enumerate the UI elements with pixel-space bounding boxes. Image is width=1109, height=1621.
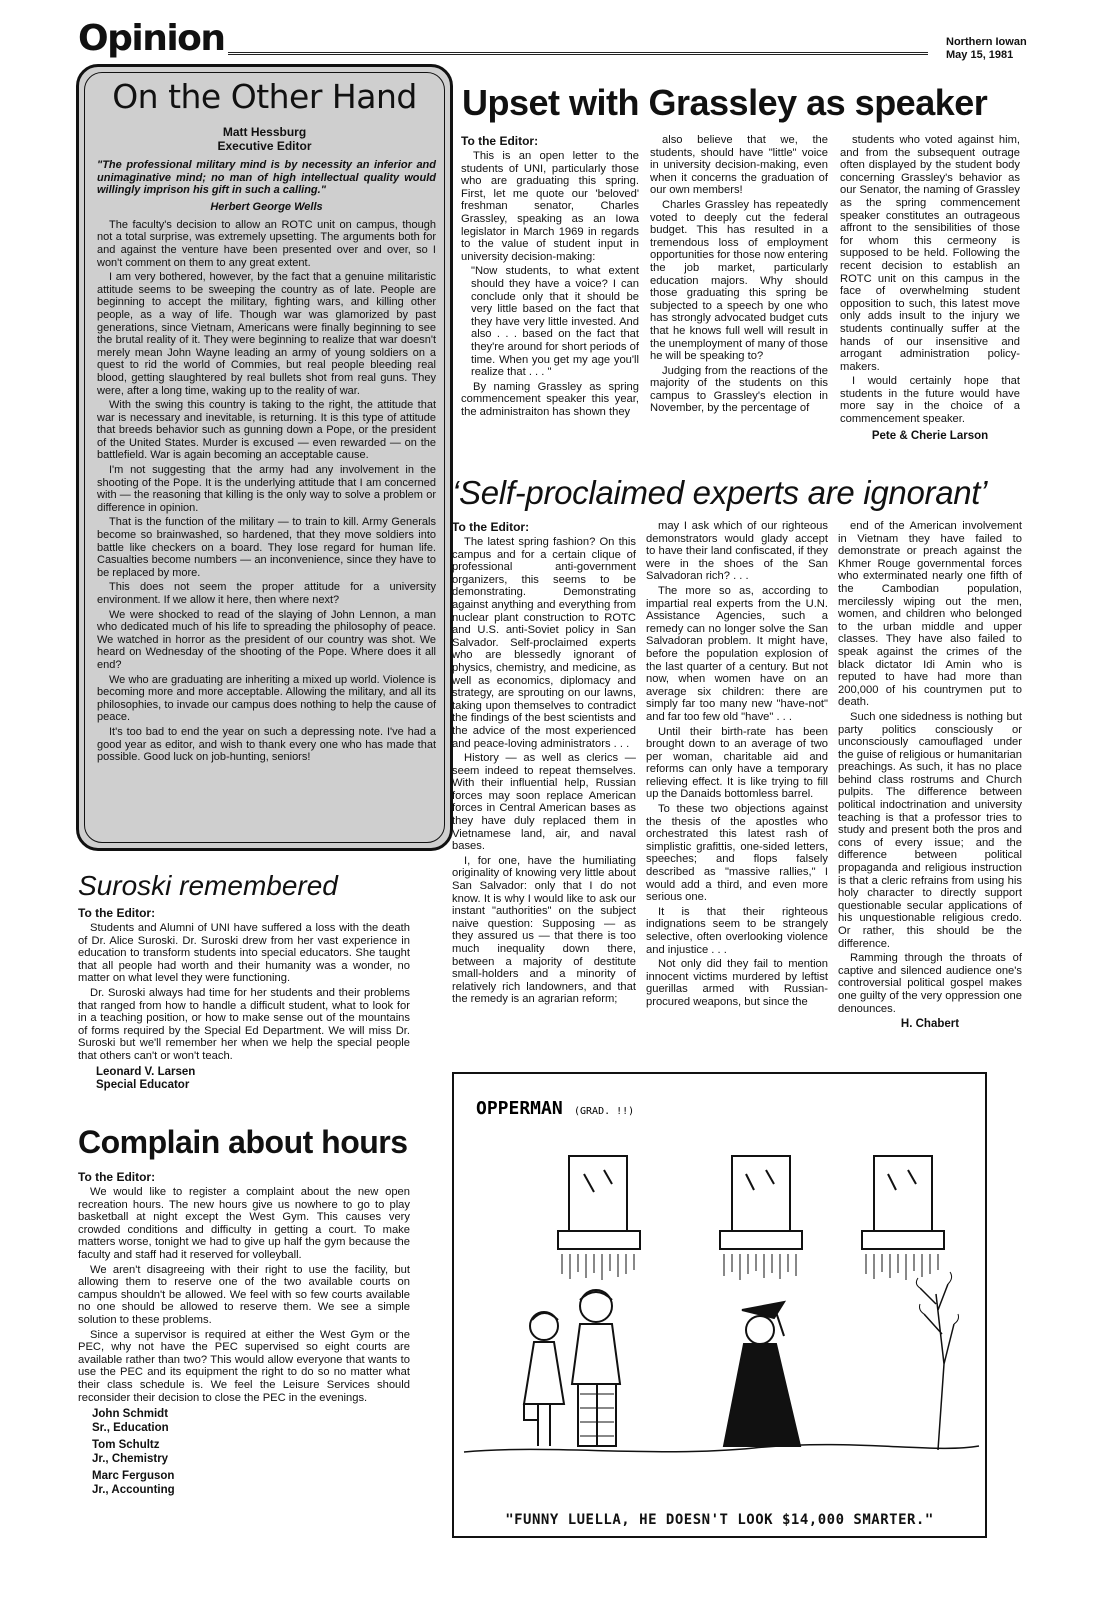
experts-column-2: [646, 520, 828, 1011]
hours-signer-title: Jr., Chemistry: [92, 1452, 169, 1465]
window-icon: [862, 1156, 944, 1280]
column-byline: [79, 125, 450, 153]
hours-paragraph: We would like to register a complaint about the new open recreation hours. The new hours give us nowhere to go to play basketball at night except the West Gym. This causes very crowded conditions and difficulty in getting a court. To make matters worse, tonight we had to give up half the gym because the faculty and staff had it reserved for volleyball.: [78, 1186, 410, 1261]
suroski-signature-title: Special Educator: [96, 1079, 190, 1092]
hours-signer-name: Marc Ferguson: [92, 1470, 175, 1483]
hours-signer-name: John Schmidt: [92, 1408, 169, 1421]
grassley-paragraph: I would certainly hope that students in the future would have more say in the choice of a commencement speaker.: [840, 375, 1020, 426]
hours-letter: [78, 1170, 410, 1497]
column-title: On the Other Hand: [112, 77, 417, 116]
editor-column: [76, 64, 453, 851]
suroski-paragraph: Students and Alumni of UNI have suffered a loss with the death of Dr. Alice Suroski. Dr. Suroski drew from her vast experience in education to transform students into special educators. She taught that all people had worth and their humanity was a wonder, no matter on what level they were functioning.: [78, 922, 410, 985]
grassley-column-1: [461, 134, 639, 420]
experts-paragraph: History — as well as clerics — seem indeed to repeat themselves. With their influential help, Russian forces may soon replace American forces in Central American bases as they have duly replaced them in Vietnamese land, air, and naval bases.: [452, 752, 636, 853]
experts-column-3: [838, 520, 1022, 1032]
hours-paragraph: Since a supervisor is required at either the West Gym or the PEC, why not have the PEC supervised so eight courts are available rather than two? This would allow everyone that wants to use the PEC and its equipment the right to do so no matter what their class schedule is. We feel the Leisure Services should reconsider their decision to close the PEC in the evenings.: [78, 1328, 410, 1404]
column-role: Executive Editor: [217, 139, 312, 153]
section-title: Opinion: [78, 18, 225, 59]
paper-name: Northern Iowan: [946, 36, 1027, 48]
hours-headline: Complain about hours: [78, 1124, 408, 1160]
suroski-signature: [78, 1066, 410, 1093]
grassley-column-2: [650, 134, 828, 417]
couple-figures: [524, 1290, 620, 1446]
column-paragraph: We who are graduating are inheriting a mixed up world. Violence is becoming more and more acceptable. Allowing the military, and all its philosophies, to invade our campus does nothing to help the cause of peace.: [97, 673, 436, 724]
grassley-column-3: [840, 134, 1020, 443]
column-paragraph: This does not seem the proper attitude for a university environment. If we allow it here, then where next?: [97, 581, 436, 606]
hours-signer-name: Tom Schultz: [92, 1439, 160, 1452]
column-paragraph: I'm not suggesting that the army had any involvement in the shooting of the Pope. It is the underlying attitude that I am concerned with — the reasoning that killing is the only way to solve a problem or difference in opinion.: [97, 464, 436, 514]
column-epigraph: "The professional military mind is by necessity an inferior and unimaginative mind; no man of high intellectual quality would willingly imprison his gift in such a calling.": [97, 159, 436, 197]
experts-paragraph: To these two objections against the thesis of the apostles who orchestrated this latest rash of simplistic grafittis, one-sided letters, speeches; and flops falsely described as "massive rallies," I would add a third, and even more serious one.: [646, 803, 828, 904]
column-paragraph: The faculty's decision to allow an ROTC unit on campus, though not a total surprise, was extremely upsetting. The arguments both for and against the venture have been presented over and over, so I won't comment on them to any great extent.: [97, 218, 436, 269]
experts-headline: ‘Self-proclaimed experts are ignorant’: [452, 474, 988, 511]
masthead-rule: [228, 52, 928, 55]
grassley-signature: Pete & Cherie Larson: [871, 429, 989, 442]
hours-signer-title: Sr., Education: [92, 1421, 169, 1434]
cartoon-caption: "FUNNY LUELLA, HE DOESN'T LOOK $14,000 SMARTER.": [505, 1512, 934, 1528]
hours-signer: [92, 1439, 410, 1466]
experts-paragraph: It is that their righteous indignations seem to be strangely selective, often overlooking violence and injustice . . .: [646, 905, 828, 956]
column-paragraph: That is the function of the military — to train to kill. Army Generals become so brainwashed, so hardened, that they move soldiers into battle like checkers on a board. They lose regard for human life. Casualties become numbers — an inconvenience, since they have to be replaced by more.: [97, 516, 436, 579]
grassley-paragraph: By naming Grassley as spring commencement speaker this year, the administraiton has shown they: [461, 380, 639, 418]
experts-paragraph: may I ask which of our righteous demonstrators would glady accept to have their land confiscated, if they were in the shoes of the San Salvadoran rich? . . .: [646, 520, 828, 583]
column-author: Matt Hessburg: [222, 125, 307, 139]
column-paragraph: It's too bad to end the year on such a depressing note. I've had a good year as editor, and wish to thank every one who has made that possible. Good luck on job-hunting, seniors!: [97, 725, 436, 764]
cartoon-artist-note: (GRAD. !!): [574, 1106, 635, 1117]
experts-column-1: [452, 520, 636, 1008]
experts-paragraph: The more so as, according to impartial real experts from the U.N. Assistance Agencies, such a remedy can no longer solve the San Salvadoran problem. It might have, before the population explosion of the last quarter of a century. But not now, when women have on an average six children: there are simply far too many new "have-not" and far too few old "have" . . .: [646, 584, 828, 723]
paper-info: [946, 36, 1027, 62]
hours-signer: [92, 1408, 410, 1435]
grassley-quote: "Now students, to what extent should they have a voice? I can conclude only that it should be very little based on the fact that they have very little invested. And also . . . based on the fact that they're around for short periods of time. When you get my age you'll realize that . . . ": [471, 265, 639, 379]
hours-signers: [78, 1408, 410, 1497]
suroski-headline: Suroski remembered: [78, 870, 338, 901]
grassley-salutation: To the Editor:: [461, 134, 539, 148]
editorial-cartoon: [452, 1072, 987, 1538]
window-icon: [558, 1156, 640, 1280]
suroski-signature-name: Leonard V. Larsen: [96, 1065, 196, 1078]
paper-date: May 15, 1981: [946, 49, 1014, 61]
window-icon: [720, 1156, 802, 1280]
cartoon-artist: OPPERMAN: [476, 1098, 563, 1119]
experts-paragraph: end of the American involvement in Vietnam they have failed to demonstrate or preach against the Khmer Rouge governmental forces who exterminated nearly one fifth of the Cambodian population, mercilessly wiping out the men, women, and children who belonged to the urban middle and upper classes. They have also failed to speak against the crimes of the black dictator Idi Amin who is reputed to have had more than 200,000 of his countrymen put to death.: [838, 520, 1022, 709]
column-paragraph: I am very bothered, however, by the fact that a genuine militaristic attitude seems to be sweeping the country as of late. People are beginning to accept the military, fighting wars, and killing other people, as a way of life. Though war was glamorized by past generations, since Vietnam, Americans were finally beginning to see the brutal reality of it. They were beginning to realize that war doesn't merely mean John Wayne leading an army of young soldiers on a quest to rid the world of Commies, but real people bleeding real blood, getting slaughtered by real bullets shot from real guns. They were, after a long time, waking up to the reality of war.: [97, 271, 436, 397]
suroski-letter: [78, 906, 410, 1093]
column-paragraph: With the swing this country is taking to the right, the attitude that war is necessary and inevitable, is returning. It is this type of attitude that breeds behavior such as gunning down a Pope, or the president of the United States. Murder is excused — even rewarded — on the battlefield. War is again becoming an acceptable cause.: [97, 399, 436, 462]
experts-paragraph: Not only did they fail to mention innocent victims murdered by leftist guerillas armed with Russian-procured weapons, but since the: [646, 958, 828, 1008]
hours-signer-title: Jr., Accounting: [92, 1483, 175, 1496]
grassley-paragraph: This is an open letter to the students of UNI, particularly those who are graduating this spring. First, let me quote our 'beloved' freshman senator, Charles Grassley, speaking as an Iowa legislator in March 1969 in regards to the value of student input in university decision-making:: [461, 150, 639, 263]
hours-salutation: To the Editor:: [78, 1170, 156, 1184]
grassley-paragraph: Charles Grassley has repeatedly voted to deeply cut the federal budget. This has resulted in a tremendous loss of employment opportunities for those now entering the job market, particularly education majors. Why should those graduating this spring be subjected to a speech by one who has strongly advocated budget cuts that he knows full well will result in the unemployment of many of those he will be speaking to?: [650, 198, 828, 363]
experts-salutation: To the Editor:: [452, 520, 530, 534]
suroski-salutation: To the Editor:: [78, 906, 156, 920]
column-body: [97, 159, 436, 766]
grassley-headline: Upset with Grassley as speaker: [462, 82, 988, 123]
experts-paragraph: The latest spring fashion? On this campus and for a certain clique of professional anti-government organizers, this seems to be demonstrating. Demonstrating against anything and everything from nuclear plant construction to ROTC and U.S. anti-Soviet policy in San Salvador. Self-proclaimed experts who are blessedly ignorant of physics, chemistry, and medicine, as well as economics, diplomacy and strategy, are sprouting on our lawns, taking upon themselves to contradict the findings of the best scientists and the advice of the most experienced and peace-loving administrators . . .: [452, 536, 636, 750]
experts-paragraph: I, for one, have the humiliating originality of knowing very little about San Salvador: only that I do not know. It is why I would like to ask our instant "authorities" on the subject naive question: Supposing — as they assured us — that there is too much inequality down there, between a majority of destitute small-holders and a minority of relatively rich landowners, and that the remedy is an agrarian reform;: [452, 854, 636, 1006]
cartoon-drawing: [454, 1074, 985, 1504]
grassley-paragraph: Judging from the reactions of the majority of the students on this campus to Grassley's election in November, by the percentage of: [650, 364, 828, 415]
graduate-figure: [724, 1302, 800, 1446]
grassley-paragraph: students who voted against him, and from the subsequent outrage often displayed by the student body concerning Grassley's behavior as our Senator, the naming of Grassley as the spring commencement speaker constitutes an outrageous affront to the sensibilities of those for whom this cermeony is supposed to be held. Following the recent decision to establish an ROTC unit on this campus in the face of overwhelming student opposition to such, this latest move only adds insult to the injury we students continually suffer at the hands of our insensitive and arrogant administration policy-makers.: [840, 134, 1020, 373]
experts-paragraph: Until their birth-rate has been brought down to an average of two per woman, charitable aid and reforms can only have a temporary relieving effect. It is like trying to fill up the Danaids bottomless barrel.: [646, 725, 828, 801]
column-paragraph: We were shocked to read of the slaying of John Lennon, a man who dedicated much of his life to spreading the philosophy of peace. We watched in horror as the president of our country was shot. We heard on Wednesday of the shooting of the Pope. Where does it all end?: [97, 608, 436, 671]
ground-line: [464, 1445, 979, 1452]
experts-paragraph: Such one sidedness is nothing but party politics consciously or unconsciously camouflaged under the guise of religious or humanitarian preachings. As such, it has no place behind class rostrums and Church pulpits. The difference between political indoctrination and university teaching is that a professor tries to study and present both the pros and cons of every issue; and the difference between political propaganda and religious instruction is that a cleric refrains from using his holy character to directly support questionable secular applications of his unquestionable religious credo. Or rather, this should be the difference.: [838, 710, 1022, 950]
experts-signature: H. Chabert: [900, 1018, 960, 1031]
experts-paragraph: Ramming through the throats of captive and silenced audience one's controversial political gospel makes one guilty of the very oppression one denounces.: [838, 952, 1022, 1015]
hours-paragraph: We aren't disagreeing with their right to use the facility, but allowing them to reserve one of the two available courts on campus shouldn't be allowed. We feel with so few courts available no one should be allowed to reserve them. We see a simple solution to these problems.: [78, 1263, 410, 1326]
suroski-paragraph: Dr. Suroski always had time for her students and their problems that ranged from how to handle a difficult student, what to look for in a teaching position, or how to make sense out of the mountains of forms required by the Special Ed Department. We will miss Dr. Suroski but we'll remember her when we help the special people that others can't or won't teach.: [78, 986, 410, 1062]
tree-icon: [916, 1272, 958, 1450]
hours-signer: [92, 1470, 410, 1497]
column-epigraph-author: Herbert George Wells: [210, 200, 323, 213]
grassley-paragraph: also believe that we, the students, should have "little" voice in university decision-making, even when it concerns the graduation of our own members!: [650, 134, 828, 197]
